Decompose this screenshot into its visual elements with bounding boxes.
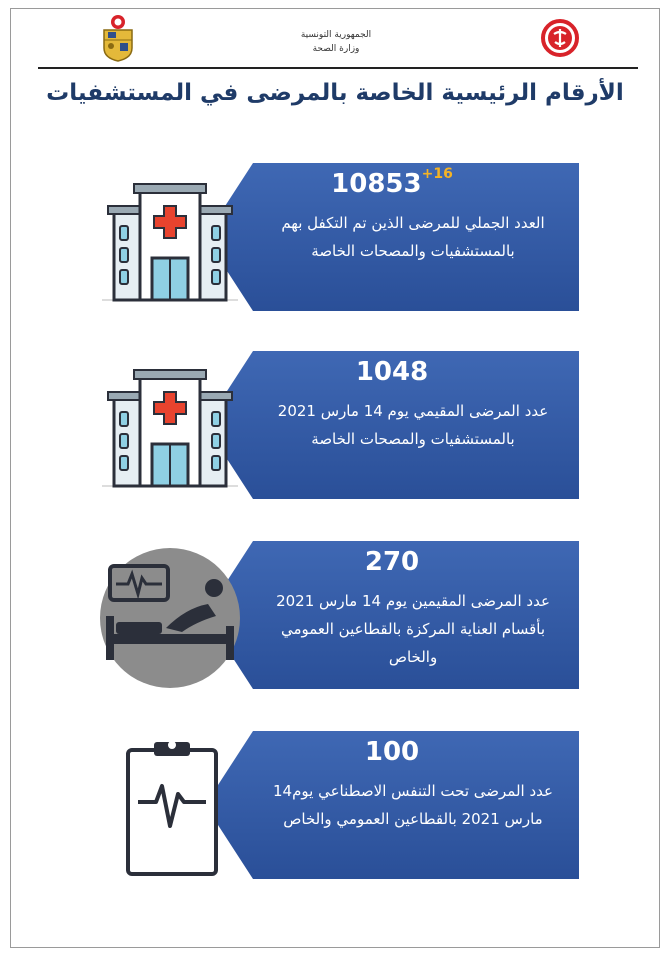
stat-number: 1048 <box>355 357 429 387</box>
stat-description: عدد المرضى المقيمي يوم 14 مارس 2021 بالمستشفيات والمصحات الخاصة <box>277 402 549 448</box>
tunisia-coat-of-arms-icon <box>96 14 140 62</box>
stat-delta: +16 <box>421 166 453 183</box>
stat-number: $10853^{+16}$ <box>331 166 453 199</box>
clipboard-ecg-icon <box>122 736 222 878</box>
stat-card-icu <box>205 541 579 689</box>
hospital-icon <box>100 180 240 310</box>
icu-bed-icon <box>96 546 244 690</box>
stat-description: عدد المرضى المقيمين يوم 14 مارس 2021 بأقسام العناية المركزة بالقطاعين العمومي والخاص <box>276 592 550 666</box>
stat-number: 270 <box>364 547 420 577</box>
ministry-label: وزارة الصحة <box>312 44 360 54</box>
ministry-header <box>280 28 392 56</box>
header-divider <box>38 67 638 69</box>
republic-label: الجمهورية التونسية <box>300 30 372 40</box>
hospital-icon <box>100 366 240 496</box>
stat-card-inpatients <box>205 351 579 499</box>
stat-description: العدد الجملي للمرضى الذين تم التكفل بهم بالمستشفيات والمصحات الخاصة <box>281 214 545 260</box>
ministry-of-health-logo-icon <box>540 18 580 58</box>
stat-number: 100 <box>364 737 420 767</box>
stat-card-total <box>205 163 579 311</box>
stat-description: عدد المرضى تحت التنفس الاصطناعي يوم14 مارس 2021 بالقطاعين العمومي والخاص <box>273 782 553 828</box>
page-title: الأرقام الرئيسية الخاصة بالمرضى في المستشفيات <box>46 80 624 106</box>
stat-card-ventilation <box>205 731 579 879</box>
